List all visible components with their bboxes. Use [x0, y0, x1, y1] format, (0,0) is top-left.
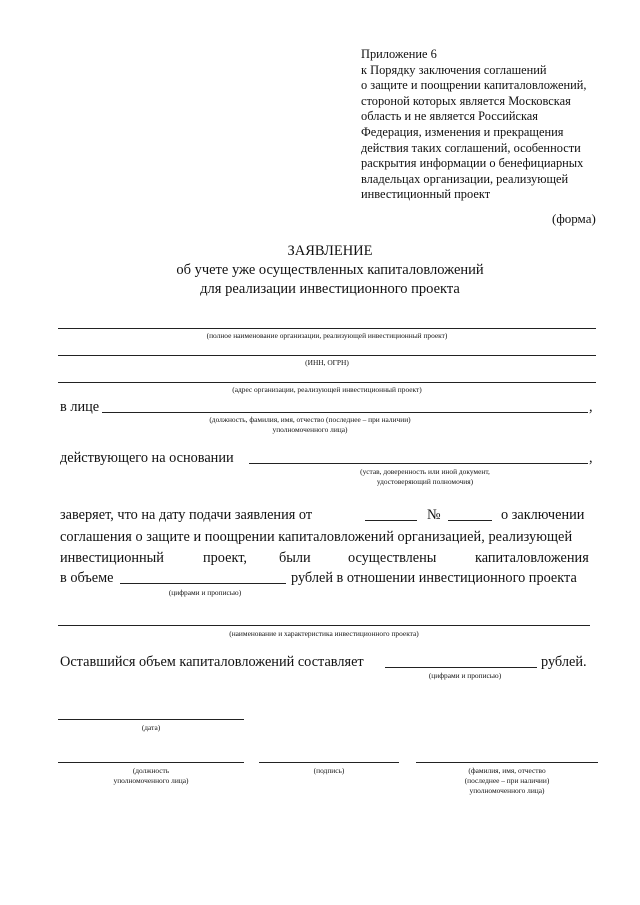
- inn-ogrn-caption: (ИНН, ОГРН): [305, 358, 349, 367]
- application-date-field[interactable]: [365, 520, 417, 521]
- remain-caption: (цифрами и прописью): [428, 671, 502, 680]
- appendix-line: Федерация, изменения и прекращения: [361, 124, 564, 139]
- basis-suffix: ,: [589, 450, 593, 466]
- person-prefix: в лице: [60, 399, 100, 415]
- number-sign: №: [427, 507, 441, 523]
- appendix-line: раскрытия информации о бенефициарных: [361, 156, 584, 171]
- remaining-amount-field[interactable]: [385, 667, 537, 668]
- person-caption-2: уполномоченного лица): [272, 425, 348, 434]
- application-number-field[interactable]: [448, 520, 492, 521]
- project-caption: (наименование и характеристика инвестиционного проекта): [229, 629, 419, 638]
- person-field[interactable]: [102, 412, 588, 413]
- body-line3-word: были: [279, 550, 311, 566]
- appendix-line: о защите и поощрении капиталовложений,: [361, 78, 587, 93]
- full-name-caption: (фамилия, имя, отчество: [468, 766, 546, 775]
- person-suffix: ,: [589, 399, 593, 415]
- basis-prefix: действующего на основании: [60, 450, 234, 466]
- signature-caption: (подпись): [313, 766, 345, 775]
- document-subtitle: об учете уже осуществленных капиталовложений: [176, 262, 484, 278]
- body-line3-word: проект,: [203, 550, 247, 566]
- address-field[interactable]: [58, 382, 596, 383]
- position-field[interactable]: [58, 762, 244, 763]
- full-name-caption-2: (последнее – при наличии): [464, 776, 550, 785]
- body-line1-part1: заверяет, что на дату подачи заявления от: [60, 507, 313, 523]
- full-name-field[interactable]: [416, 762, 598, 763]
- address-caption: (адрес организации, реализующей инвестиционный проект): [232, 385, 422, 394]
- body-line3-word: инвестиционный: [60, 550, 164, 566]
- basis-caption: (устав, доверенность или иной документ,: [360, 467, 490, 476]
- basis-field[interactable]: [249, 463, 588, 464]
- body-line4-part2: рублей в отношении инвестиционного проекта: [291, 570, 577, 586]
- appendix-line: действия таких соглашений, особенности: [361, 140, 581, 155]
- appendix-line: инвестиционный проект: [361, 187, 491, 202]
- inn-ogrn-field[interactable]: [58, 355, 596, 356]
- body-line1-part2: о заключении: [501, 507, 585, 523]
- appendix-line: к Порядку заключения соглашений: [361, 62, 547, 77]
- signature-field[interactable]: [259, 762, 399, 763]
- body-line3-word: осуществлены: [348, 550, 437, 566]
- appendix-line: Приложение 6: [361, 47, 437, 61]
- position-caption: (должность: [132, 766, 170, 775]
- person-caption: (должность, фамилия, имя, отчество (последнее – при наличии): [209, 415, 411, 424]
- org-name-field[interactable]: [58, 328, 596, 329]
- appendix-header: [361, 47, 586, 203]
- remain-suffix: рублей.: [541, 654, 587, 670]
- remain-text: Оставшийся объем капиталовложений составляет: [60, 654, 364, 670]
- date-caption: (дата): [141, 723, 161, 732]
- basis-caption-2: удостоверяющий полномочия): [376, 477, 474, 486]
- project-name-field[interactable]: [58, 625, 590, 626]
- date-field[interactable]: [58, 719, 244, 720]
- document-subtitle-2: для реализации инвестиционного проекта: [200, 281, 460, 297]
- org-name-caption: (полное наименование организации, реализующей инвестиционный проект): [206, 331, 448, 340]
- body-line3-word: капиталовложения: [475, 550, 589, 566]
- appendix-line: стороной которых является Московская: [361, 93, 571, 108]
- amount-field[interactable]: [120, 583, 286, 584]
- appendix-line: область и не является Российская: [361, 109, 539, 124]
- position-caption-2: уполномоченного лица): [113, 776, 189, 785]
- body-line2: соглашения о защите и поощрении капиталовложений организацией, реализующей: [60, 529, 573, 545]
- amount-caption: (цифрами и прописью): [168, 588, 242, 597]
- appendix-line: владельцах организации, реализующей: [361, 171, 569, 186]
- document-title: ЗАЯВЛЕНИЕ: [287, 243, 373, 259]
- full-name-caption-3: уполномоченного лица): [469, 786, 545, 795]
- body-line4-part1: в объеме: [60, 570, 114, 586]
- form-label: (форма): [552, 211, 596, 226]
